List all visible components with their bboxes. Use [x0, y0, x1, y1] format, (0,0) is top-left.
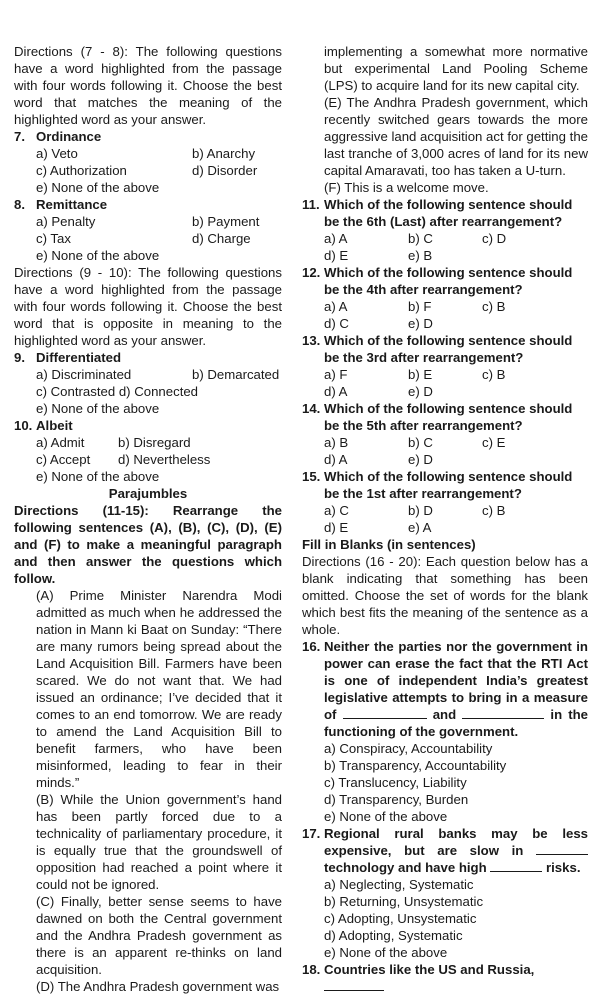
question-word: Remittance	[36, 197, 108, 212]
sentence-d-continued: implementing a somewhat more normative but experimental Land Pooling Scheme (LPS) to acquire land for its new capital city.	[324, 44, 588, 93]
question-number: 11.	[302, 197, 320, 212]
option-a[interactable]: a) Conspiracy, Accountability	[324, 741, 493, 756]
option-d[interactable]: d) A	[324, 384, 348, 399]
option-a[interactable]: a) A	[324, 299, 348, 314]
question-14	[302, 400, 588, 468]
question-number: 8.	[14, 197, 25, 212]
option-d[interactable]: d) Disorder	[192, 163, 258, 178]
question-9	[14, 349, 282, 417]
option-b[interactable]: b) E	[408, 367, 433, 382]
option-c[interactable]: c) B	[482, 367, 506, 382]
option-a[interactable]: a) A	[324, 231, 348, 246]
option-c[interactable]: c) Adopting, Unsystematic	[324, 911, 477, 926]
option-b[interactable]: b) C	[408, 435, 433, 450]
question-text-part: technology and have high	[324, 860, 487, 875]
question-text: Which of the following sentence should be the 1st after rearrangement?	[324, 469, 573, 501]
question-text: Which of the following sentence should be the 3rd after rearrangement?	[324, 333, 573, 365]
option-e[interactable]: e) None of the above	[36, 248, 160, 263]
question-word: Albeit	[36, 418, 73, 433]
option-d[interactable]: d) E	[324, 248, 349, 263]
question-number: 16.	[302, 639, 321, 654]
option-d[interactable]: d) Connected	[118, 384, 199, 399]
question-17	[302, 825, 588, 961]
option-d[interactable]: d) Transparency, Burden	[324, 792, 469, 807]
directions-16-20: Directions (16 - 20): Each question below has a blank indicating that something has been omitted. Choose the set of words for the blank which best fits the meaning of the sentence as a whole.	[302, 554, 588, 637]
section-heading-parajumbles: Parajumbles	[108, 486, 188, 501]
question-number: 10.	[14, 418, 33, 433]
option-a[interactable]: a) Penalty	[36, 214, 96, 229]
question-13	[302, 332, 588, 400]
question-text-part: risks.	[546, 860, 581, 875]
question-number: 18.	[302, 962, 321, 977]
option-a[interactable]: a) C	[324, 503, 349, 518]
question-word: Ordinance	[36, 129, 102, 144]
question-10	[14, 417, 282, 485]
option-d[interactable]: d) E	[324, 520, 349, 535]
option-c[interactable]: c) Authorization	[36, 163, 127, 178]
question-number: 12.	[302, 265, 321, 280]
directions-7-8: Directions (7 - 8): The following questions have a word highlighted from the passage with four words following it. Choose the best word that matches the meaning of the highlighted word as your answer.	[14, 44, 282, 127]
sentence-a: (A) Prime Minister Narendra Modi admitted as much when he addressed the nation in Mann ki Baat on Sunday: “There are many rumors being spread about the Land Acquisition Bill. Farmers have been scared. We do not want that. We had issued an ordinance; I’ve decided that it comes to an end tomorrow. We are ready to amend the Land Acquisition Bill to benefit farmers, who have been misinformed, leading to fear in their minds.”	[36, 588, 282, 790]
question-word: Differentiated	[36, 350, 121, 365]
directions-9-10: Directions (9 - 10): The following questions have a word highlighted from the passage with four words following it. Choose the best word that is opposite in meaning to the highlighted word as your answer.	[14, 265, 282, 348]
question-text	[324, 638, 588, 740]
option-b[interactable]: b) Demarcated	[192, 367, 280, 382]
question-number: 13.	[302, 333, 321, 348]
question-text-part: Regional rural banks may be less expensive, but are slow in	[324, 826, 588, 858]
question-text-part: in the functioning of the government.	[324, 707, 589, 739]
question-number: 9.	[14, 350, 25, 365]
option-d[interactable]: d) C	[324, 316, 349, 331]
option-a[interactable]: a) Neglecting, Systematic	[324, 877, 474, 892]
question-number: 15.	[302, 469, 321, 484]
option-a[interactable]: a) Discriminated	[36, 367, 132, 382]
question-number: 7.	[14, 129, 25, 144]
question-number: 17.	[302, 826, 321, 841]
option-e[interactable]: e) None of the above	[324, 945, 448, 960]
option-e[interactable]: e) D	[408, 452, 433, 467]
question-text-part: and	[432, 707, 457, 722]
option-e[interactable]: e) None of the above	[36, 180, 160, 195]
option-c[interactable]: c) D	[482, 231, 507, 246]
option-a[interactable]: a) Admit	[36, 435, 85, 450]
option-b[interactable]: b) C	[408, 231, 433, 246]
question-8	[14, 196, 282, 264]
question-16	[302, 638, 588, 825]
option-e[interactable]: e) D	[408, 316, 433, 331]
option-c[interactable]: c) B	[482, 299, 506, 314]
blank	[536, 854, 588, 855]
option-b[interactable]: b) Returning, Unsystematic	[324, 894, 484, 909]
option-c[interactable]: c) Accept	[36, 452, 91, 467]
option-c[interactable]: c) E	[482, 435, 506, 450]
option-e[interactable]: e) None of the above	[36, 469, 160, 484]
left-column	[14, 43, 282, 995]
question-15	[302, 468, 588, 536]
blank	[324, 990, 384, 991]
question-7	[14, 128, 282, 196]
option-a[interactable]: a) B	[324, 435, 349, 450]
option-c[interactable]: c) Contrasted	[36, 384, 116, 399]
option-c[interactable]: c) Translucency, Liability	[324, 775, 467, 790]
sentence-c: (C) Finally, better sense seems to have dawned on both the Central government and the Andhra Pradesh government as there is an apparent re-thinks on land acquisition.	[36, 894, 282, 977]
question-12	[302, 264, 588, 332]
option-d[interactable]: d) Adopting, Systematic	[324, 928, 463, 943]
option-a[interactable]: a) Veto	[36, 146, 78, 161]
option-d[interactable]: d) A	[324, 452, 348, 467]
option-d[interactable]: d) Charge	[192, 231, 251, 246]
option-b[interactable]: b) D	[408, 503, 433, 518]
option-b[interactable]: b) F	[408, 299, 432, 314]
right-column	[302, 43, 588, 995]
question-text	[324, 825, 588, 876]
sentence-b: (B) While the Union government’s hand has been partly forced due to a technicality of parliamentary procedure, it is equally true that the groundswell of opposition had reached a point where it could not be ignored.	[36, 792, 282, 892]
question-text: Which of the following sentence should be the 4th after rearrangement?	[324, 265, 573, 297]
option-c[interactable]: c) B	[482, 503, 506, 518]
directions-11-15: Directions (11-15): Rearrange the following sentences (A), (B), (C), (D), (E) and (F) to make a meaningful paragraph and then answer the questions which follow.	[14, 503, 282, 586]
blank	[343, 718, 427, 719]
sentence-f: (F) This is a welcome move.	[324, 180, 489, 195]
question-text-part: Countries like the US and Russia,	[324, 962, 535, 977]
option-c[interactable]: c) Tax	[36, 231, 71, 246]
option-b[interactable]: b) Payment	[192, 214, 260, 229]
option-e[interactable]: e) None of the above	[36, 401, 160, 416]
question-text: Which of the following sentence should be the 5th after rearrangement?	[324, 401, 573, 433]
sentence-d: (D) The Andhra Pradesh government was	[36, 979, 280, 994]
blank	[490, 871, 542, 872]
option-e[interactable]: e) B	[408, 248, 433, 263]
option-b[interactable]: b) Anarchy	[192, 146, 256, 161]
question-11	[302, 196, 588, 264]
question-text: Which of the following sentence should be the 6th (Last) after rearrangement?	[324, 197, 573, 229]
option-d[interactable]: d) Nevertheless	[118, 452, 211, 467]
question-text-part: Neither the parties nor the government in power can erase the fact that the RTI Act is one of independent India’s greatest legislative attempts to bring in a measure of	[324, 639, 588, 722]
option-a[interactable]: a) F	[324, 367, 348, 382]
option-b[interactable]: b) Disregard	[118, 435, 191, 450]
option-e[interactable]: e) D	[408, 384, 433, 399]
sentence-e: (E) The Andhra Pradesh government, which recently switched gears towards the more aggressive land acquisition act for getting the last tranche of 3,000 acres of land for its new capital Amaravati, too has taken a U-turn.	[324, 95, 588, 178]
option-b[interactable]: b) Transparency, Accountability	[324, 758, 507, 773]
question-18	[302, 961, 588, 995]
option-e[interactable]: e) None of the above	[324, 809, 448, 824]
question-number: 14.	[302, 401, 321, 416]
blank	[462, 718, 544, 719]
option-e[interactable]: e) A	[408, 520, 432, 535]
section-heading-fill-in-blanks: Fill in Blanks (in sentences)	[302, 537, 476, 552]
